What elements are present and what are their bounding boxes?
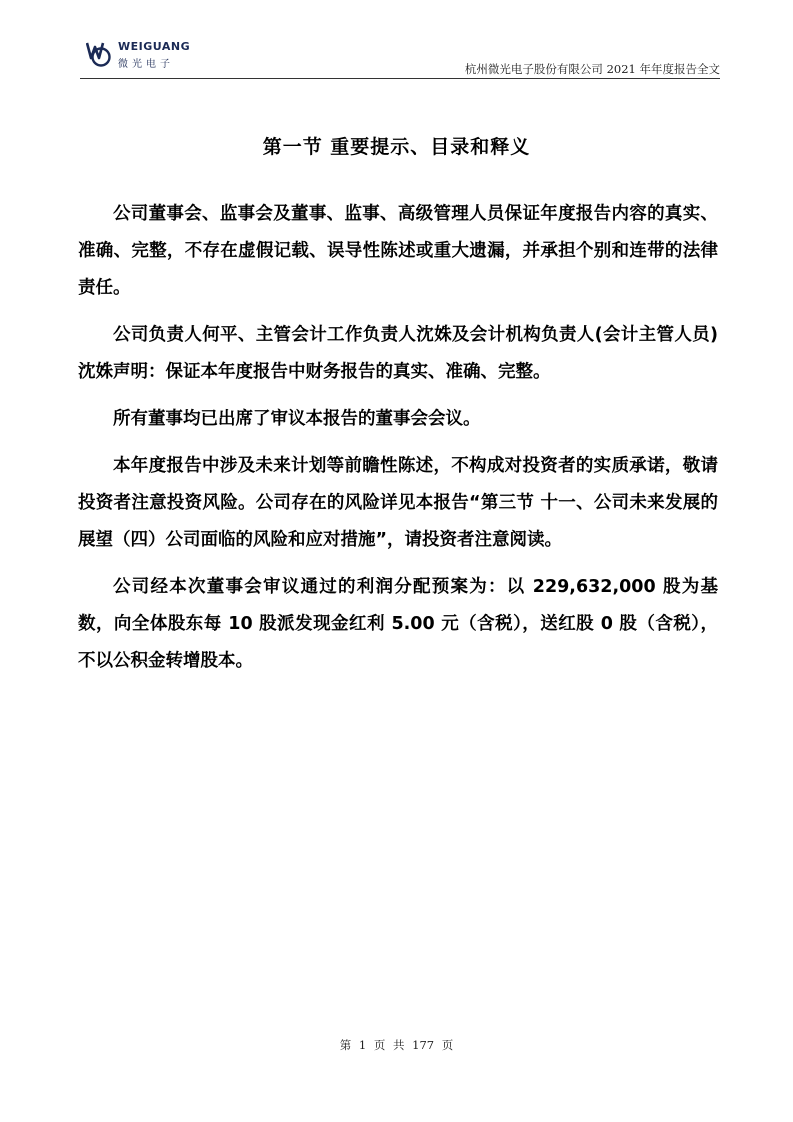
page-number: 第 1 页 共 177 页 [339, 1038, 454, 1052]
notice-body [78, 196, 718, 690]
report-header-title: 杭州微光电子股份有限公司 2021 年年度报告全文 [464, 62, 720, 76]
paragraph-profit-distribution: 公司经本次董事会审议通过的利润分配预案为：以 229,632,000 股为基数，向全体股东每 10 股派发现金红利 5.00 元（含税），送红股 0 股（含税），不以公积金转增股本。 [78, 577, 718, 671]
header-divider [80, 78, 720, 79]
paragraph-directors-attendance: 所有董事均已出席了审议本报告的董事会会议。 [113, 409, 481, 429]
logo-chinese-text: 微光电子 [118, 59, 174, 70]
paragraph-responsible-persons: 公司负责人何平、主管会计工作负责人沈姝及会计机构负责人(会计主管人员)沈姝声明：保证本年度报告中财务报告的真实、准确、完整。 [78, 325, 718, 382]
section-title: 第一节 重要提示、目录和释义 [262, 136, 531, 158]
paragraph-forward-looking: 本年度报告中涉及未来计划等前瞻性陈述，不构成对投资者的实质承诺，敬请投资者注意投资风险。公司存在的风险详见本报告“第三节 十一、公司未来发展的展望（四）公司面临的风险和应对措施”，请投资者注意阅读。 [78, 456, 718, 550]
logo-english-text: WEIGUANG [118, 40, 191, 53]
paragraph-board-guarantee: 公司董事会、监事会及董事、监事、高级管理人员保证年度报告内容的真实、准确、完整，不存在虚假记载、误导性陈述或重大遗漏，并承担个别和连带的法律责任。 [78, 204, 718, 298]
page-header [80, 35, 720, 80]
weiguang-logo-icon [86, 40, 112, 68]
